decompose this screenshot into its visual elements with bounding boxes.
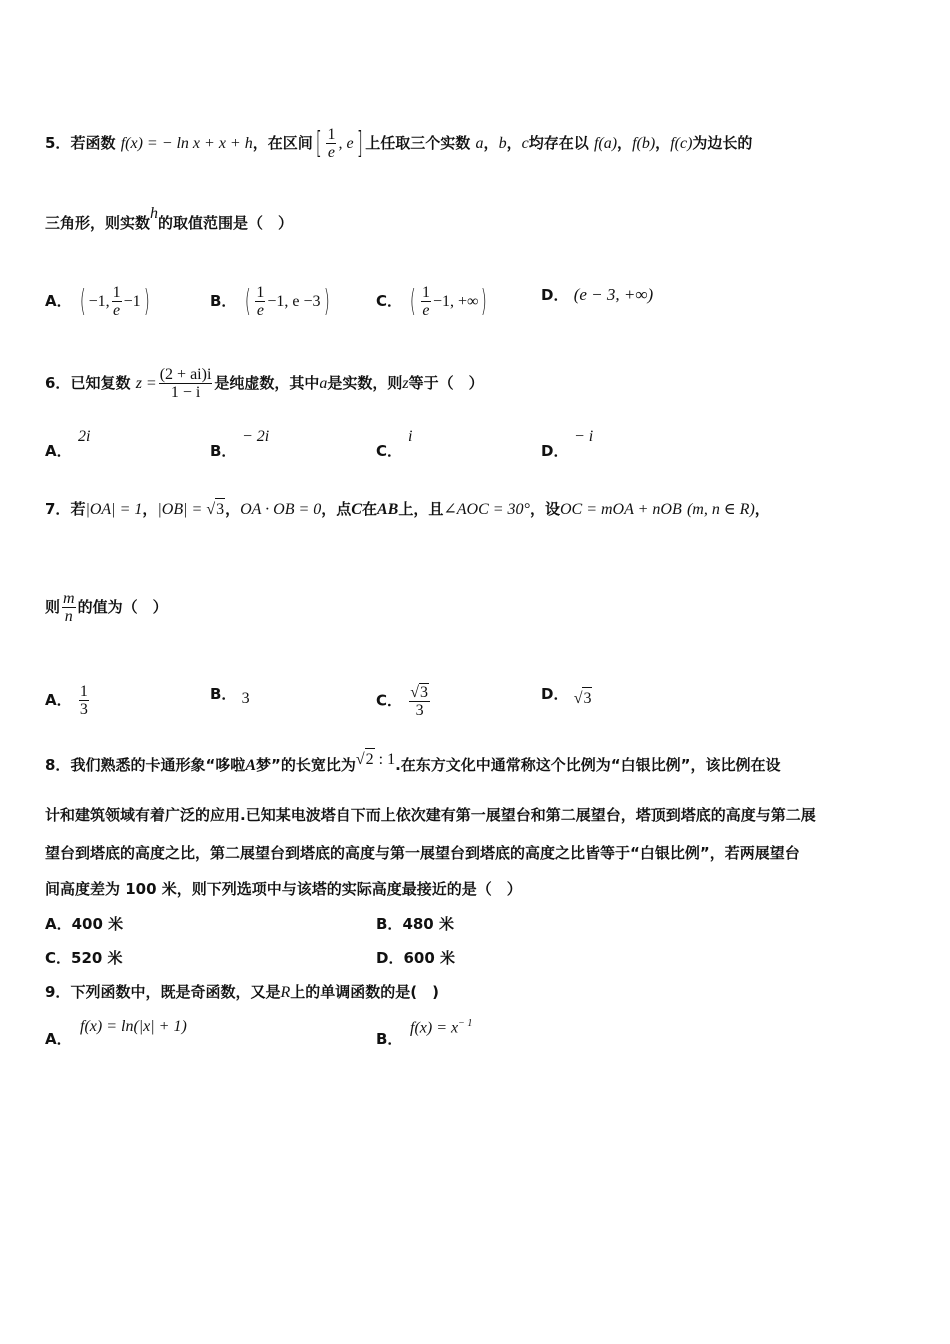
paren-right: ) [143,283,150,319]
q7-cond2-left: |OB| = [157,501,207,518]
q9-option-b-exp: − 1 [458,1018,473,1029]
q9-var-r: R [280,984,291,1001]
q7-angle: ∠AOC = 30° [443,501,530,518]
q7-seg-ab: AB [376,501,399,518]
q5-option-b-label: B． [210,292,237,310]
q5-option-b-den: e [256,302,264,319]
q5-text-sides: 为边长的 [692,134,753,152]
q7-number: 7． [45,500,71,518]
q8-option-c-value: 520 米 [71,949,123,967]
q5-option-a-fraction [112,284,122,319]
q5-option-c-fraction [421,284,431,319]
q7-option-b[interactable] [210,683,250,706]
q7-frac-den: n [64,608,73,625]
q7-option-d[interactable]: D． √3 [541,683,592,706]
paren-left: ( [410,283,417,319]
q6-option-b[interactable] [210,440,236,462]
q9-option-a-label: A． [45,1030,72,1048]
q8-line2: 计和建筑领域有着广泛的应用.已知某电波塔自下而上依次建有第一展望台和第二展望台，塔顶到塔底的高度与第二展 [45,806,816,824]
q7-sep1: ， [142,500,158,518]
q9-option-b-value [410,1018,472,1037]
q7-option-a-label: A． [45,691,72,709]
q7-option-c-den: 3 [415,702,424,719]
q9-option-b[interactable] [376,1028,402,1050]
q8-text-1c: .在东方文化中通常称这个比例为“白银比例”，该比例在设 [395,756,781,774]
q8-option-a-label: A． [45,915,72,933]
q5-option-c-right: −1, +∞ [432,293,479,310]
q5-option-b-fraction [255,284,265,319]
q8-text-1a: 我们熟悉的卡通形象“哆啦 [70,756,246,774]
q7-cond2-sqrt: 3 [215,498,225,521]
q7-option-a-den: 3 [79,701,88,718]
q5-interval-right: , e [338,135,354,152]
q7-end: ， [754,500,770,518]
q9-number: 9． [45,983,71,1001]
q6-num: (2 + ai)i [159,366,212,383]
q8-option-d[interactable] [376,947,455,969]
q5-var-a: a [475,135,484,152]
q5-text-exists: 均存在以 [528,134,589,152]
q8-option-b[interactable] [376,913,454,935]
q9-option-a-value: f(x) = ln(|x| + 1) [80,1018,187,1035]
q5-number: 5． [45,134,71,152]
bracket-left: [ [315,125,322,161]
q6-option-a[interactable] [45,440,72,462]
q7-vector-eq: OC = mOA + nOB [559,501,682,518]
q7-option-c-label: C． [376,691,403,710]
q5-option-c-num: 1 [421,284,430,301]
q5-option-d-value: (e − 3, +∞) [573,285,654,304]
q5-option-c-label: C． [376,292,403,310]
q5-line1: 5．若函数 f(x) = − ln x + x + h，在区间[ $\frac{1}{e}$ , e] 上任取三个实数 a，b，c均存在以 f(a)，f(b)，f(c)为边长的 [45,125,753,161]
q5-option-c-den: e [422,302,430,319]
q7-option-d-value: 3 [582,687,592,710]
q6-var-z: z [402,375,409,392]
q8-option-b-label: B． [376,915,403,933]
q7-text-point: ，点 [321,500,352,518]
q7-option-a[interactable] [45,683,91,718]
q7-cond1: |OA| = 1 [85,501,143,518]
q6-fraction [159,366,213,401]
q8-ratio-sqrt: 2 [365,748,375,771]
q6-prefix: 已知复数 [70,374,131,392]
q6-text-real: 是实数，则 [327,374,403,392]
q8-letter-a: A [245,757,256,774]
q5-option-a[interactable] [45,284,152,319]
q6-option-a-value: 2i [78,428,91,445]
q5-text-range: 的取值范围是（ ） [158,214,294,232]
q5-text-interval: ，在区间 [252,134,313,152]
bracket-right: ] [356,125,363,161]
q8-option-b-value: 480 米 [402,915,454,933]
paren-right: ) [323,283,330,319]
q5-var-c: c [521,135,529,152]
q5-option-a-label: A． [45,292,72,310]
q5-interval-fraction [326,126,336,161]
q7-line2 [45,590,168,625]
q5-option-a-den: e [113,302,121,319]
q5-option-b-num: 1 [256,284,265,301]
q8-line1: 8．我们熟悉的卡通形象“哆啦A梦”的长宽比为√2 : 1.在东方文化中通常称这个比例为“白银比例”，该比例在设 [45,754,781,777]
q5-option-a-num: 1 [112,284,121,301]
q9-option-b-label: B． [376,1030,403,1048]
q9-option-b-base: f(x) = x [410,1019,459,1037]
q8-option-c-label: C． [45,949,72,967]
q7-domain: (m, n ∈ R) [686,501,755,518]
q5-option-a-right: −1 [123,293,141,310]
q5-interval-num: 1 [327,126,336,143]
q8-line3: 望台到塔底的高度之比，第二展望台到塔底的高度与第一展望台到塔底的高度之比皆等于“白银比例”，若两展望台 [45,844,800,862]
q6-line [45,366,484,401]
q6-z-eq: z = [135,375,157,392]
q8-option-a-value: 400 米 [71,915,124,933]
q5-option-d-label: D． [541,286,569,304]
q6-den: 1 − i [170,384,201,401]
q9-option-a[interactable] [45,1028,72,1050]
q8-ratio-rest: : 1 [374,751,396,768]
q6-option-c-label: C． [376,442,403,460]
q7-text-let: ，设 [529,500,560,518]
q5-fc: f(c) [670,135,693,152]
q6-option-d[interactable] [541,440,568,462]
q8-option-c[interactable] [45,947,123,969]
q5-text-pick: 上任取三个实数 [365,134,471,152]
q5-fa: f(a) [593,135,618,152]
q6-option-a-label: A． [45,442,72,460]
q5-line2 [45,205,294,235]
q7-point-c: C [351,501,362,518]
q7-prefix: 若 [70,500,86,518]
q5-fb: f(b) [632,135,656,152]
q5-var-b: b [498,135,507,152]
q8-line4: 间高度差为 100 米，则下列选项中与该塔的实际高度最接近的是（ ） [45,880,522,898]
paren-right: ) [481,283,488,319]
q6-option-b-label: B． [210,442,237,460]
q7-frac-num: m [63,590,75,607]
q7-option-c-num: 3 [420,684,429,701]
q7-fraction [62,590,76,625]
q7-text-value: 的值为（ ） [77,598,168,616]
q7-option-b-label: B． [210,685,237,703]
q8-option-d-value: 600 米 [403,949,455,967]
q6-number: 6． [45,374,71,392]
paren-left: ( [244,283,251,319]
q7-option-a-num: 1 [79,683,88,700]
q5-option-b[interactable] [210,284,332,319]
q5-var-h: h [150,205,159,222]
q9-prefix: 下列函数中，既是奇函数，又是 [70,983,281,1001]
q7-sep2: ， [225,500,241,518]
q6-option-c-value: i [408,428,413,445]
q7-text-and: 上，且 [398,500,444,518]
q7-text-on: 在 [361,500,377,518]
q6-suffix: 等于（ ） [408,374,484,392]
q8-text-1b: 梦”的长宽比为 [255,756,356,774]
q5-interval-den: e [327,144,336,161]
q5-option-c[interactable] [376,284,490,319]
q6-text-pure: 是纯虚数，其中 [214,374,320,392]
q8-option-a[interactable] [45,913,123,935]
q5-option-a-left: −1, [88,293,110,310]
paren-left: ( [79,283,86,319]
q7-option-c[interactable] [376,683,432,719]
q6-option-d-value: − i [574,428,594,445]
q6-option-c[interactable] [376,440,402,462]
q9-suffix: 上的单调函数的是( ) [290,983,439,1001]
q7-cond3: OA · OB = 0 [240,501,322,518]
q7-option-d-label: D． [541,685,569,703]
q7-option-a-fraction [79,683,89,718]
q6-var-a: a [319,375,328,392]
q8-number: 8． [45,756,71,774]
q8-option-d-label: D． [376,949,404,967]
q5-option-b-right: −1, e −3 [267,293,321,310]
q5-function: f(x) = − ln x + x + h [120,135,253,152]
q7-option-b-value: 3 [241,690,250,707]
q5-prefix: 若函数 [70,134,116,152]
q6-option-d-label: D． [541,442,569,460]
q7-line1: 7．若|OA| = 1，|OB| = √3，OA · OB = 0，点C在AB上，且∠AOC = 30°，设OC = mOA + nOB (m, n ∈ R)， [45,498,770,521]
q5-text-triangle: 三角形，则实数 [45,214,151,232]
q7-text-then: 则 [45,598,61,616]
q6-option-b-value: − 2i [242,428,270,445]
q7-option-c-fraction: $\frac{√3}{3}$ [410,684,429,719]
q9-line [45,981,439,1004]
q5-option-d[interactable] [541,284,653,306]
